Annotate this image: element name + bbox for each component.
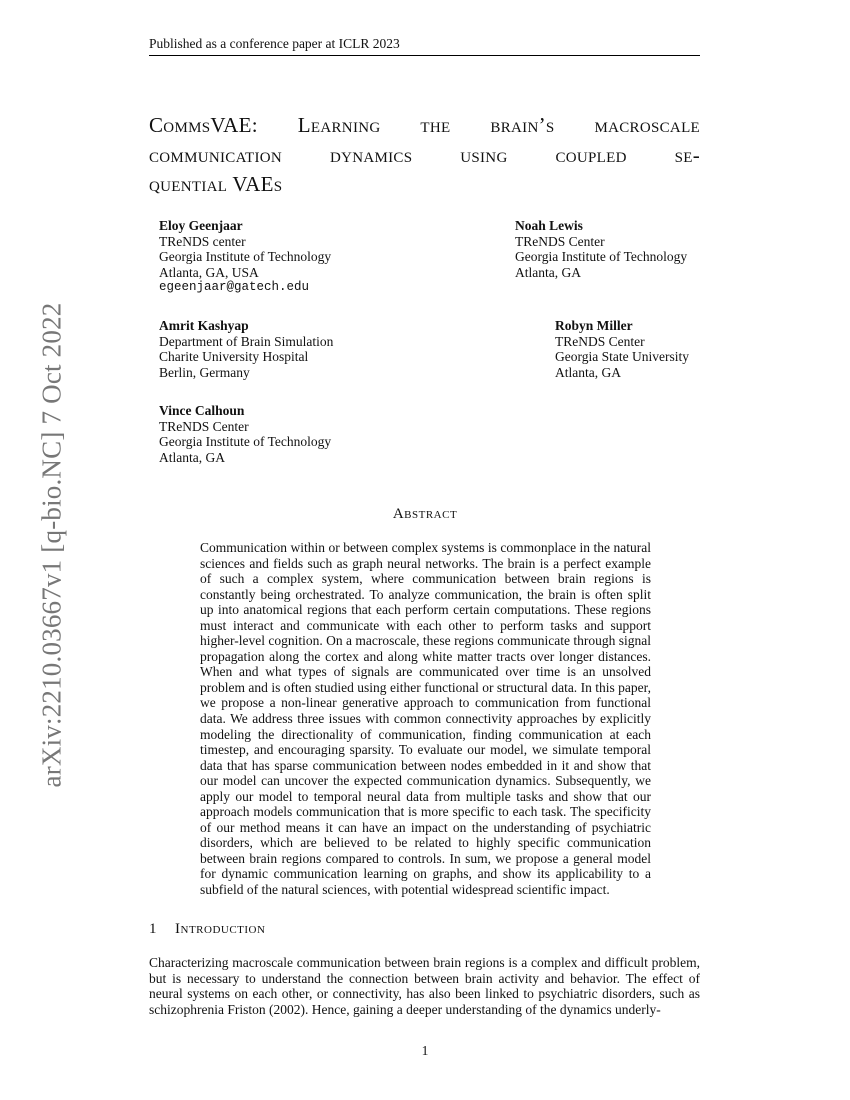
page-number: 1: [421, 1043, 429, 1058]
author-name: Eloy Geenjaar: [159, 218, 243, 233]
author-block: [159, 318, 333, 380]
author-affiliation: Atlanta, GA, USA: [159, 264, 259, 280]
section-title: Introduction: [175, 921, 266, 937]
title-line-1: CommsVAE: Learning the brain’s macroscale: [149, 113, 700, 137]
author-email: egeenjaar@gatech.edu: [159, 280, 310, 294]
author-affiliation: Georgia Institute of Technology: [159, 434, 332, 449]
abstract-heading: Abstract: [392, 506, 458, 522]
paper-title: [149, 111, 700, 200]
section-heading: [149, 921, 700, 938]
author-affiliation: TReNDS Center: [555, 333, 645, 349]
author-name: Vince Calhoun: [159, 403, 245, 418]
title-line-2: communication dynamics using coupled se-: [149, 142, 700, 167]
author-affiliation: Georgia Institute of Technology: [515, 249, 688, 264]
author-affiliation: Charite University Hospital: [159, 349, 309, 364]
author-block: [159, 403, 331, 465]
author-block: [555, 318, 689, 380]
introduction-paragraph: Characterizing macroscale communication between brain regions is a complex and difficult problem, but is necessary to understand the connection between brain activity and behavior. The effect of neural systems on each other, or connectivity, has also been linked to psychiatric disorders, such as schizophrenia Friston (2002). Hence, gaining a deeper understanding of the dynamics underly-: [149, 955, 700, 1017]
title-line-3: quential VAEs: [149, 172, 283, 196]
author-affiliation: Atlanta, GA: [159, 449, 225, 465]
author-affiliation: Berlin, Germany: [159, 364, 250, 380]
author-name: Robyn Miller: [555, 318, 633, 333]
author-name: Amrit Kashyap: [159, 318, 249, 333]
author-affiliation: TReNDS Center: [515, 233, 605, 249]
author-block: [515, 218, 687, 280]
running-header: Published as a conference paper at ICLR 2023: [149, 36, 700, 56]
section-number: 1: [149, 921, 157, 937]
author-affiliation: Atlanta, GA: [555, 364, 621, 380]
author-affiliation: Georgia Institute of Technology: [159, 249, 332, 264]
author-name: Noah Lewis: [515, 218, 583, 233]
author-affiliation: Department of Brain Simulation: [159, 333, 334, 349]
arxiv-identifier: arXiv:2210.03667v1 [q-bio.NC] 7 Oct 2022: [36, 302, 67, 788]
abstract-text: Communication within or between complex systems is commonplace in the natural sciences and fields such as graph neural networks. The brain is a perfect example of such a complex system, where communication between brain regions is constantly being orchestrated. To analyze communication, the brain is often split up into anatomical regions that each perform certain computations. These regions must interact and communicate with each other to perform tasks and support higher-level cognition. On a macroscale, these regions communicate through signal propagation along the cortex and along white matter tracts over longer distances. When and what types of signals are communicated over time is an unsolved problem and is often studied using either functional or structural data. In this paper, we propose a non-linear generative approach to communication from functional data. We address three issues with common connectivity approaches by explicitly modeling the directionality of communication, finding communication at each timestep, and encouraging sparsity. To evaluate our model, we simulate temporal data that has sparse communication between nodes embedded in it and show that our model can uncover the expected communication dynamics. Subsequently, we apply our model to temporal neural data from multiple tasks and show that our approach models communication that is more specific to each task. The specificity of our method means it can have an impact on the understanding of psychiatric disorders, which are believed to be related to highly specific communication between brain regions compared to controls. In sum, we propose a general model for dynamic communication learning on graphs, and show its applicability to a subfield of the natural sciences, with potential widespread scientific impact.: [200, 540, 651, 898]
author-affiliation: Georgia State University: [555, 349, 689, 364]
author-block: [159, 218, 331, 296]
author-affiliation: Atlanta, GA: [515, 264, 581, 280]
author-affiliation: TReNDS center: [159, 233, 246, 249]
author-affiliation: TReNDS Center: [159, 418, 249, 434]
